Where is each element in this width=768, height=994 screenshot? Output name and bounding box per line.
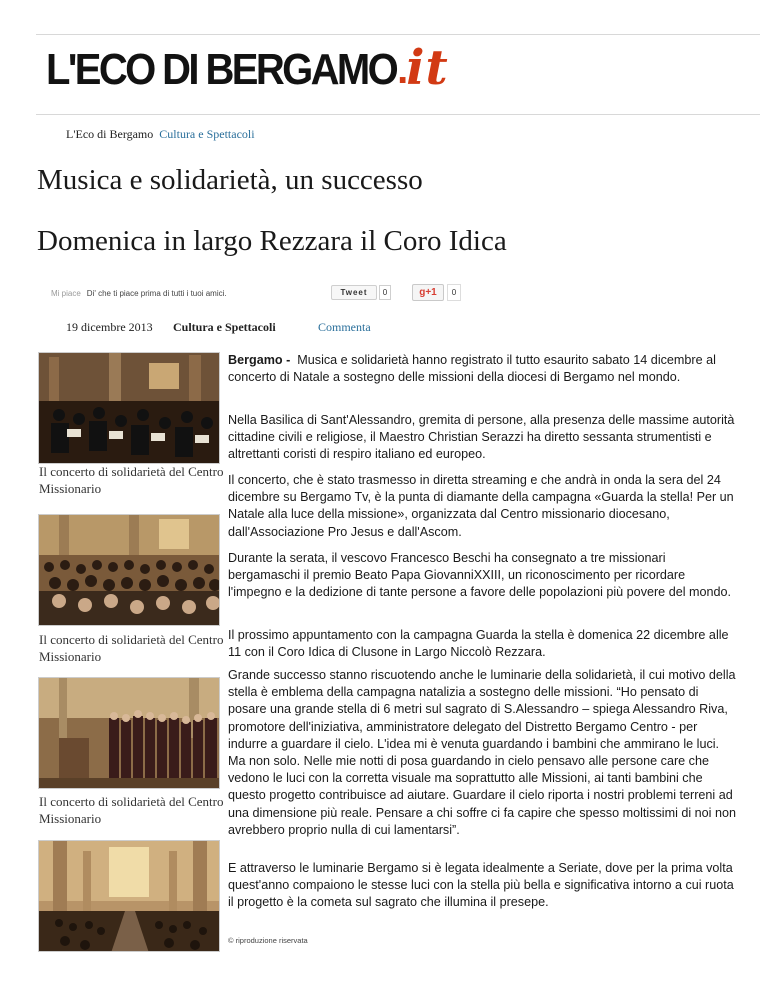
tweet-button[interactable]: Tweet <box>331 285 377 300</box>
facebook-like <box>51 289 227 298</box>
like-text: Di' che ti piace prima di tutti i tuoi amici. <box>86 289 227 298</box>
article-paragraph-5: Il prossimo appuntamento con la campagna Guarda la stella è domenica 22 dicembre alle 11 con il Coro Idica di Clusone in Largo Niccolò Rezzara. <box>228 628 729 660</box>
article-paragraph-4: Durante la serata, il vescovo Francesco Beschi ha consegnato a tre missionari bergamaschi il premio Beato Papa GiovanniXXIII, un riconoscimento per ricordare l'impegno e la dedizione di tante persone a favore delle popolazioni più povere del mondo. <box>228 551 731 600</box>
photo-audience[interactable] <box>38 514 220 626</box>
breadcrumb <box>66 127 255 142</box>
photo-caption: Il concerto di solidarietà del Centro Missionario <box>39 464 224 496</box>
article-paragraph-6: Grande successo stanno riscuotendo anche le luminarie della solidarietà, il cui motivo della stella è emblema della campagna natalizia a sostegno delle missioni. “Ho pensato di posare una grande stella di 6 metri sul sagrato di S.Alessandro – spiega Alessandro Riva, promotore dell'iniziativa, amministratore delegato del Distretto Bergamo Centro - per indurre a guardare il cielo. L'idea mi è venuta guardando i bambini che ammirano le luci. Ma non solo. Nelle mie notti di posa guardando in cielo pensavo alle persone care che vedono le luci con la corretta visuale ma soprattutto alle Missioni, ai tanti bambini che questo progetto contribuisce ad aiutare. Guardare il cielo riporta i nostri problemi terreni ad una dimensione più reale. Pensare a chi soffre ci fa capire che spesso moltissimi di noi non avrebbero proprio nulla di cui lamentarsi”. <box>228 668 736 837</box>
article-paragraph-3: Il concerto, che è stato trasmesso in diretta streaming e che andrà in onda la sera del 24 dicembre su Bergamo Tv, è la punta di diamante della campagna «Guarda la stella! Per un Natale alla luce della missione», organizzata dal Centro missionario diocesano, dall'Associazione Pro Jesus e dall'Ascom. <box>228 473 734 539</box>
article-paragraph-1 <box>228 352 738 386</box>
article-paragraph-2: Nella Basilica di Sant'Alessandro, gremita di persone, alla presenza delle massime autorità cittadine civili e religiose, il Maestro Christian Serazzi ha diretto sessanta strumentisti e altrettanti coristi di respiro italiano ed europeo. <box>228 413 735 462</box>
comment-link[interactable]: Commenta <box>318 320 371 334</box>
photo-orchestra-image <box>39 353 220 464</box>
google-plus-button[interactable]: g+1 <box>412 284 444 301</box>
photo-choir[interactable] <box>38 677 220 789</box>
logo-suffix: it <box>406 40 449 96</box>
photo-caption: Il concerto di solidarietà del Centro Missionario <box>39 794 224 826</box>
photo-audience-image <box>39 515 220 626</box>
photo-basilica[interactable] <box>38 840 220 952</box>
photo-basilica-image <box>39 841 220 952</box>
article-category: Cultura e Spettacoli <box>173 320 276 334</box>
tweet-count: 0 <box>379 285 391 300</box>
lead-place: Bergamo - <box>228 353 291 367</box>
like-button[interactable]: Mi piace <box>51 289 81 298</box>
logo-dot: . <box>397 48 409 92</box>
article-date: 19 dicembre 2013 <box>66 320 153 334</box>
breadcrumb-section-link[interactable]: Cultura e Spettacoli <box>159 127 255 141</box>
breadcrumb-home[interactable]: L'Eco di Bergamo <box>66 127 154 141</box>
article-paragraph-7: E attraverso le luminarie Bergamo si è legata idealmente a Seriate, dove per la prima volta quest'anno compaiono le stesse luci con la stella più bella e significativa intorno a cui ruota il progetto è la cometa sul sagrato che illumina il presepe. <box>228 861 734 910</box>
site-logo[interactable] <box>46 40 449 100</box>
logo-wordmark: L'ECO DI BERGAMO <box>46 46 397 94</box>
paragraph-text: Musica e solidarietà hanno registrato il tutto esaurito sabato 14 dicembre al concerto di Natale a sostegno delle missioni della diocesi di Bergamo nel mondo. <box>228 353 716 385</box>
google-plus-count: 0 <box>447 284 461 301</box>
article-subheadline: Domenica in largo Rezzara il Coro Idica <box>37 225 507 257</box>
photo-orchestra[interactable] <box>38 352 220 464</box>
header-divider <box>36 114 760 115</box>
copyright-notice: © riproduzione riservata <box>228 936 308 945</box>
social-bar <box>51 285 471 303</box>
photo-caption: Il concerto di solidarietà del Centro Missionario <box>39 632 224 664</box>
top-divider <box>36 34 760 35</box>
photo-choir-image <box>39 678 220 789</box>
article-headline: Musica e solidarietà, un successo <box>37 164 423 196</box>
